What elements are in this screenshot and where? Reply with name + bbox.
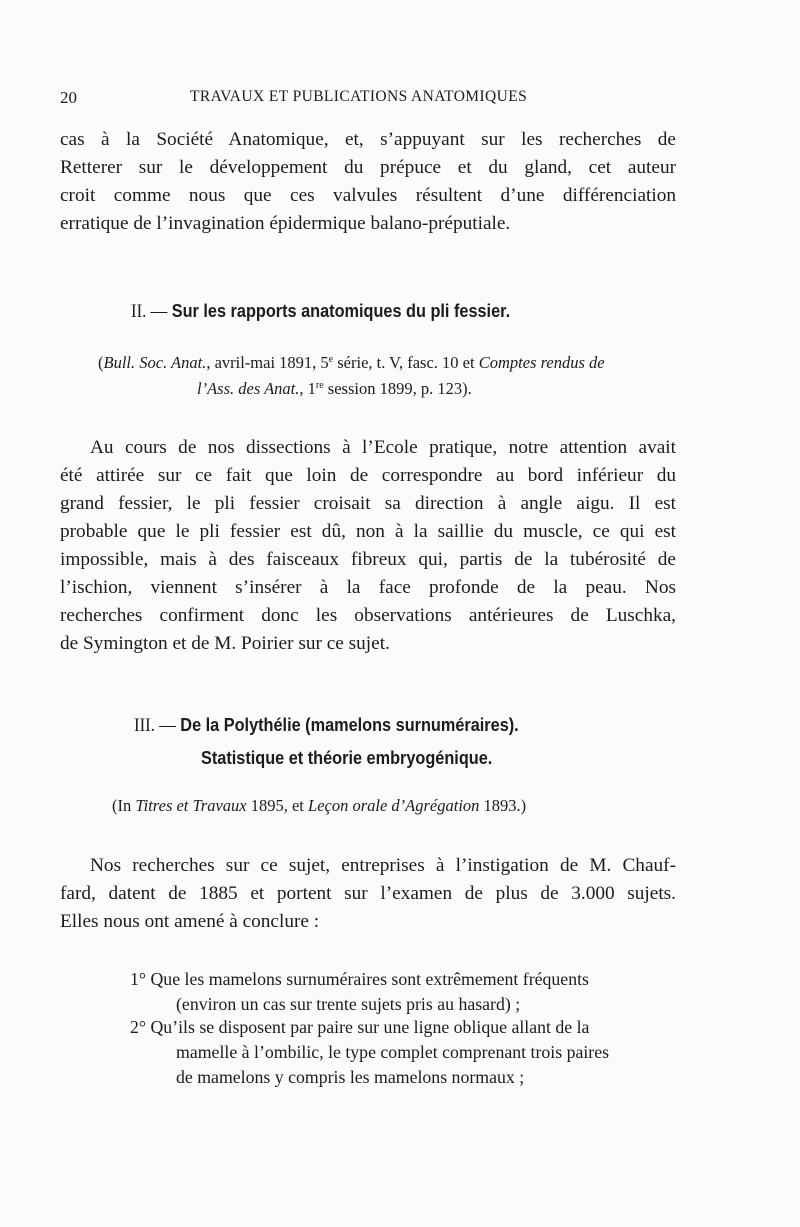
list-item-2-line-1: 2° Qu’ils se disposent par paire sur une ligne oblique allant de la <box>130 1017 590 1037</box>
section-3-line-3: Elles nous ont amené à conclure : <box>60 911 320 932</box>
list-item-2-line-3: de mamelons y compris les mamelons normaux ; <box>176 1067 525 1087</box>
section-2-line-1: Au cours de nos dissections à l’Ecole pratique, notre attention avait <box>90 437 676 458</box>
section-2-citation-line-2: l’Ass. des Anat., 1re session 1899, p. 123). <box>197 379 472 398</box>
list-item-1-line-1: 1° Que les mamelons surnuméraires sont extrêmement fréquents <box>130 969 589 989</box>
list-marker-2: 2° <box>130 1017 147 1037</box>
page-number: 20 <box>60 88 77 107</box>
section-2-line-7: recherches confirment donc les observations antérieures de Luschka, <box>60 605 676 626</box>
intro-line-2: Retterer sur le développement du prépuce et du gland, cet auteur <box>60 157 676 178</box>
section-2-title: Sur les rapports anatomiques du pli fessier. <box>171 300 511 321</box>
page-header <box>60 88 680 112</box>
section-3-citation: (In Titres et Travaux 1895, et Leçon orale d’Agrégation 1893.) <box>112 796 527 815</box>
section-3-heading <box>134 714 519 737</box>
list-item-1-line-2: (environ un cas sur trente sujets pris au hasard) ; <box>176 994 521 1014</box>
section-2-line-4: probable que le pli fessier est dû, non à la saillie du muscle, ce qui est <box>60 521 676 542</box>
intro-line-3: croit comme nous que ces valvules résultent d’une différenciation <box>60 185 676 206</box>
section-3-line-1: Nos recherches sur ce sujet, entreprises à l’instigation de M. Chauf- <box>90 855 676 876</box>
running-title: TRAVAUX ET PUBLICATIONS ANATOMIQUES <box>190 88 528 105</box>
intro-line-1: cas à la Société Anatomique, et, s’appuyant sur les recherches de <box>60 129 676 150</box>
citation-comptes: Comptes rendus de <box>478 353 605 372</box>
section-3-number: III. — <box>134 715 176 736</box>
section-3-title-line-1: De la Polythélie (mamelons surnuméraires). <box>180 714 519 735</box>
section-3-subheading <box>201 747 492 769</box>
citation-ass: l’Ass. des Anat. <box>197 379 300 398</box>
section-2-line-8: de Symington et de M. Poirier sur ce sujet. <box>60 633 390 654</box>
list-item-2-line-2: mamelle à l’ombilic, le type complet comprenant trois paires <box>176 1042 610 1062</box>
section-3-line-2: fard, datent de 1885 et portent sur l’examen de plus de 3.000 sujets. <box>60 883 676 904</box>
citation-journal: Bull. Soc. Anat. <box>103 353 207 372</box>
list-marker-1: 1° <box>130 969 147 989</box>
section-2-line-2: été attirée sur ce fait que loin de correspondre au bord inférieur du <box>60 465 676 486</box>
citation-titres: Titres et Travaux <box>135 796 247 815</box>
section-3-title-line-2: Statistique et théorie embryogénique. <box>201 747 493 768</box>
citation-lecon: Leçon orale d’Agrégation <box>308 796 480 815</box>
intro-line-4: erratique de l’invagination épidermique balano-préputiale. <box>60 213 511 234</box>
section-2-line-3: grand fessier, le pli fessier croisait sa direction à angle aigu. Il est <box>60 493 676 514</box>
section-2-citation-line-1: (Bull. Soc. Anat., avril-mai 1891, 5e série, t. V, fasc. 10 et Comptes rendus de <box>98 353 605 372</box>
section-2-number: II. — <box>131 301 168 322</box>
section-2-heading <box>131 300 510 323</box>
section-2-line-6: l’ischion, viennent s’insérer à la face profonde de la peau. Nos <box>60 577 676 598</box>
section-2-line-5: impossible, mais à des faisceaux fibreux qui, partis de la tubérosité de <box>60 549 676 570</box>
